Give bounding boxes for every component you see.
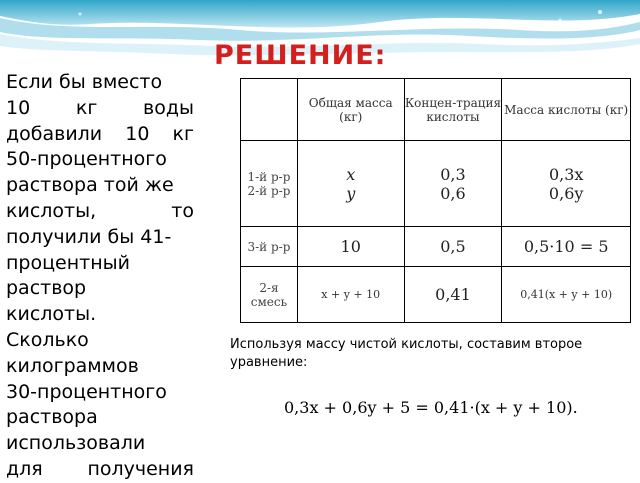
row-label-solution-3: 3-й р-р <box>241 227 298 267</box>
mass-solution-3: 10 <box>297 227 404 267</box>
acid-solution-2: 0,6y <box>548 183 584 203</box>
problem-line: 50-процентного <box>6 148 167 171</box>
row-label-solution-1: 1-й р-р <box>247 169 291 184</box>
table-header-row <box>241 79 631 141</box>
table-corner-cell <box>241 79 298 141</box>
problem-line: раствора <box>6 406 98 429</box>
slide-title: РЕШЕНИЕ: <box>214 40 387 71</box>
table-row <box>241 141 631 227</box>
problem-line: килограммов <box>6 354 139 377</box>
acid-solution-1: 0,3x <box>548 164 584 184</box>
row-label-solution-2: 2-й р-р <box>247 183 291 198</box>
problem-line: для получения <box>6 457 194 480</box>
problem-line: раствора той же <box>6 174 174 197</box>
solution-table <box>240 78 631 323</box>
problem-line: получили бы 41- <box>6 225 172 248</box>
header-total-mass: Общая масса (кг) <box>297 79 404 141</box>
equation-note: Используя массу чистой кислоты, составим второе уравнение: <box>230 337 583 370</box>
problem-line: Сколько <box>6 328 89 351</box>
conc-solution-3: 0,5 <box>404 227 502 267</box>
conc-solution-2: 0,6 <box>440 183 466 203</box>
mass-solution-1: x <box>346 164 356 184</box>
problem-line: кислоты. <box>6 303 97 326</box>
acid-solution-3: 0,5·10 = 5 <box>502 227 631 267</box>
table-row <box>241 267 631 323</box>
header-acid-mass: Масса кислоты (кг) <box>502 79 631 141</box>
problem-text <box>6 70 194 483</box>
equation: 0,3x + 0,6y + 5 = 0,41·(x + y + 10). <box>284 398 578 417</box>
conc-solution-1: 0,3 <box>440 164 466 184</box>
problem-line: добавили 10 кг <box>6 122 194 145</box>
header-concentration: Концен-трация кислоты <box>404 79 502 141</box>
table-row <box>241 227 631 267</box>
problem-line: Если бы вместо <box>6 71 163 93</box>
conc-mixture-2: 0,41 <box>404 267 502 323</box>
row-label-mixture-2: 2-я смесь <box>241 267 298 323</box>
problem-line: 10 кг воды <box>6 96 194 119</box>
acid-mixture-2: 0,41(x + y + 10) <box>502 267 631 323</box>
problem-line: раствор <box>6 277 87 300</box>
mass-mixture-2: x + y + 10 <box>297 267 404 323</box>
problem-line: кислоты, то <box>6 199 194 222</box>
problem-line: 30-процентного <box>6 380 167 403</box>
mass-solution-2: y <box>346 183 356 203</box>
problem-line: использовали <box>6 432 146 455</box>
problem-line: процентный <box>6 251 130 274</box>
